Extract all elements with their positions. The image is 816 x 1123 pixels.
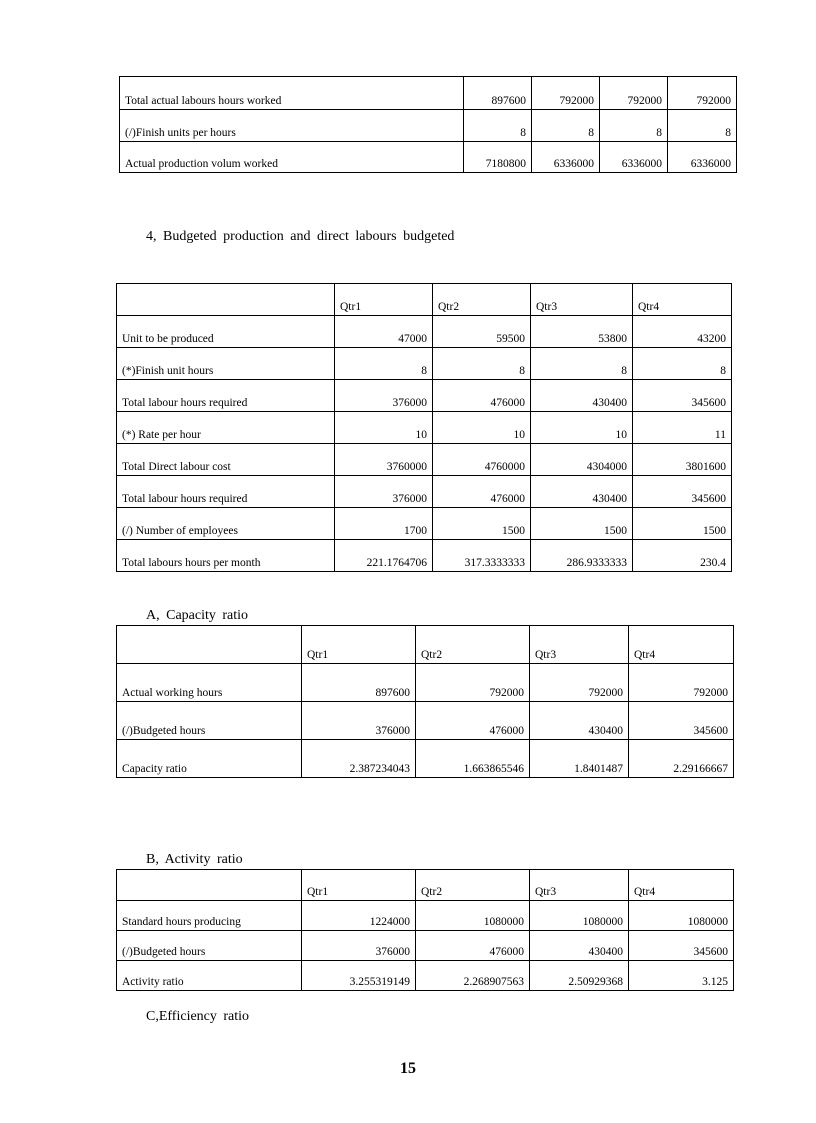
activity-ratio-table [116,869,734,991]
cell-value: 8 [433,348,531,380]
cell-value: 8 [668,110,737,142]
cell-value: 897600 [302,664,416,702]
table-row [117,961,734,991]
table-row [120,77,737,110]
cell-value: 3.255319149 [302,961,416,991]
cell-value: 47000 [335,316,433,348]
cell-value: 1224000 [302,901,416,931]
header-cell: Qtr3 [531,284,633,316]
cell-value: 345600 [633,476,732,508]
cell-value: 7180800 [464,142,532,173]
table-header-row [117,284,732,316]
header-cell: Qtr2 [416,626,530,664]
header-cell: Qtr1 [335,284,433,316]
row-label: (/)Finish units per hours [120,110,464,142]
row-label: Total labours hours per month [117,540,335,572]
cell-value: 1500 [531,508,633,540]
cell-value: 43200 [633,316,732,348]
cell-value: 376000 [302,931,416,961]
section-heading-activity-ratio: B, Activity ratio [146,852,243,867]
table-row [117,508,732,540]
row-label: (/) Number of employees [117,508,335,540]
cell-value: 6336000 [668,142,737,173]
cell-value: 376000 [335,380,433,412]
table-row [117,476,732,508]
cell-value: 345600 [629,702,734,740]
cell-value: 476000 [416,702,530,740]
header-cell: Qtr1 [302,870,416,901]
cell-value: 230.4 [633,540,732,572]
cell-value: 6336000 [600,142,668,173]
row-label: Activity ratio [117,961,302,991]
table-row [117,540,732,572]
cell-value: 376000 [335,476,433,508]
header-cell [117,626,302,664]
table-row [117,380,732,412]
section-heading-budgeted-production: 4, Budgeted production and direct labours budgeted [146,229,455,244]
row-label: Standard hours producing [117,901,302,931]
table-row [117,444,732,476]
cell-value: 2.387234043 [302,740,416,778]
cell-value: 6336000 [532,142,600,173]
row-label: (/)Budgeted hours [117,702,302,740]
row-label: Total Direct labour cost [117,444,335,476]
cell-value: 376000 [302,702,416,740]
cell-value: 792000 [600,77,668,110]
row-label: Total labour hours required [117,380,335,412]
cell-value: 345600 [629,931,734,961]
cell-value: 476000 [416,931,530,961]
cell-value: 4304000 [531,444,633,476]
cell-value: 476000 [433,380,531,412]
header-cell: Qtr2 [433,284,531,316]
cell-value: 8 [633,348,732,380]
row-label: Total labour hours required [117,476,335,508]
cell-value: 286.9333333 [531,540,633,572]
cell-value: 897600 [464,77,532,110]
table-row [120,142,737,173]
cell-value: 10 [433,412,531,444]
cell-value: 430400 [530,702,629,740]
table-header-row [117,870,734,901]
budgeted-production-table [116,283,732,572]
cell-value: 221.1764706 [335,540,433,572]
cell-value: 2.268907563 [416,961,530,991]
table-row [117,316,732,348]
header-cell: Qtr2 [416,870,530,901]
table-row [117,412,732,444]
table-row [117,702,734,740]
cell-value: 1500 [633,508,732,540]
cell-value: 59500 [433,316,531,348]
cell-value: 11 [633,412,732,444]
cell-value: 3801600 [633,444,732,476]
cell-value: 4760000 [433,444,531,476]
cell-value: 3760000 [335,444,433,476]
row-label: Actual working hours [117,664,302,702]
row-label: (*) Rate per hour [117,412,335,444]
cell-value: 8 [335,348,433,380]
row-label: Actual production volum worked [120,142,464,173]
table-row [117,901,734,931]
cell-value: 430400 [530,931,629,961]
cell-value: 3.125 [629,961,734,991]
table-row [120,110,737,142]
cell-value: 2.50929368 [530,961,629,991]
cell-value: 1.663865546 [416,740,530,778]
table-row [117,931,734,961]
header-cell: Qtr3 [530,870,629,901]
header-cell: Qtr1 [302,626,416,664]
cell-value: 8 [464,110,532,142]
table-row [117,348,732,380]
cell-value: 1080000 [530,901,629,931]
cell-value: 792000 [532,77,600,110]
cell-value: 792000 [668,77,737,110]
cell-value: 8 [531,348,633,380]
cell-value: 792000 [530,664,629,702]
row-label: Capacity ratio [117,740,302,778]
table-header-row [117,626,734,664]
header-cell: Qtr4 [633,284,732,316]
page-number: 15 [400,1060,416,1077]
cell-value: 53800 [531,316,633,348]
row-label: (*)Finish unit hours [117,348,335,380]
cell-value: 430400 [531,380,633,412]
section-heading-capacity-ratio: A, Capacity ratio [146,608,249,623]
cell-value: 792000 [416,664,530,702]
row-label: Total actual labours hours worked [120,77,464,110]
cell-value: 1080000 [416,901,530,931]
table-row [117,740,734,778]
cell-value: 8 [600,110,668,142]
cell-value: 1.8401487 [530,740,629,778]
section-heading-efficiency-ratio: C,Efficiency ratio [146,1009,250,1024]
capacity-ratio-table [116,625,734,778]
header-cell: Qtr4 [629,626,734,664]
header-cell: Qtr3 [530,626,629,664]
cell-value: 792000 [629,664,734,702]
cell-value: 317.3333333 [433,540,531,572]
cell-value: 345600 [633,380,732,412]
cell-value: 2.29166667 [629,740,734,778]
header-cell [117,870,302,901]
cell-value: 1700 [335,508,433,540]
row-label: (/)Budgeted hours [117,931,302,961]
cell-value: 10 [335,412,433,444]
cell-value: 430400 [531,476,633,508]
table-row [117,664,734,702]
header-cell: Qtr4 [629,870,734,901]
cell-value: 1500 [433,508,531,540]
cell-value: 10 [531,412,633,444]
cell-value: 476000 [433,476,531,508]
header-cell [117,284,335,316]
cell-value: 8 [532,110,600,142]
actual-production-table [119,76,737,173]
row-label: Unit to be produced [117,316,335,348]
cell-value: 1080000 [629,901,734,931]
